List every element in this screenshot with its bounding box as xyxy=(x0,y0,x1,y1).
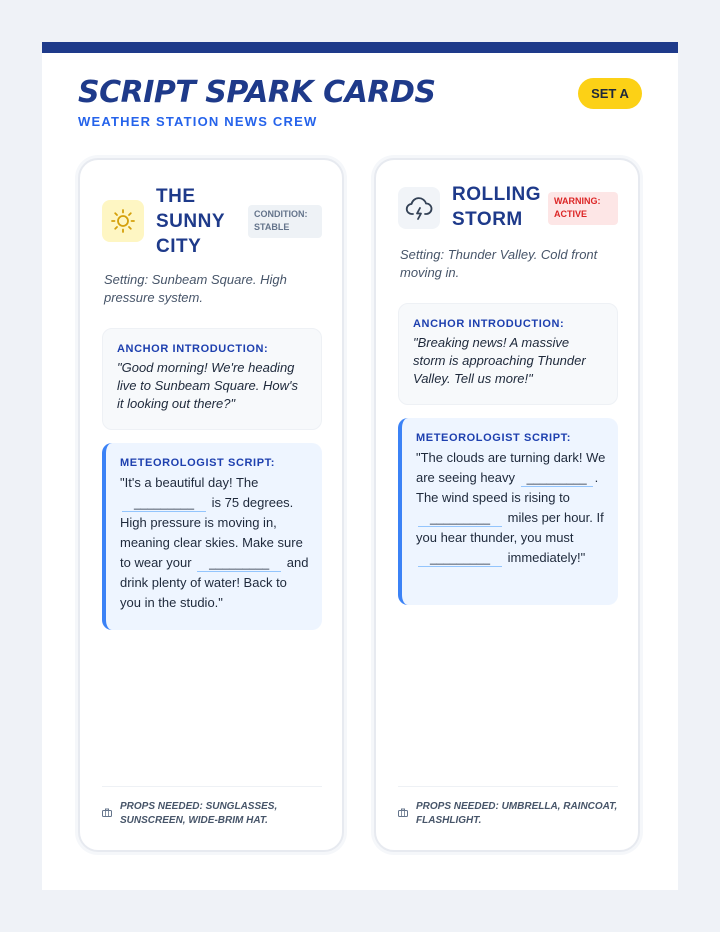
props-needed-text: PROPS NEEDED: UMBRELLA, RAINCOAT, FLASHLIGHT. xyxy=(416,801,618,826)
condition-badge-label: CONDITION: xyxy=(254,209,308,219)
anchor-text: "Good morning! We're heading live to Sunbeam Square. How's it looking out there?" xyxy=(117,360,298,411)
sun-icon xyxy=(102,200,144,242)
anchor-introduction-box xyxy=(102,328,322,430)
warning-badge-label: WARNING: xyxy=(554,196,601,206)
header-accent-bar xyxy=(42,42,678,53)
card-title-line: SUNNY xyxy=(156,211,226,232)
script-segment: . The wind speed is rising to xyxy=(416,470,599,505)
briefcase-icon xyxy=(102,808,112,817)
meteorologist-script-box xyxy=(398,418,618,605)
condition-badge-value: STABLE xyxy=(254,222,290,232)
meteorologist-script-box xyxy=(102,443,322,630)
meteorologist-label: METEOROLOGIST SCRIPT: xyxy=(120,457,275,469)
card-title xyxy=(156,184,250,259)
storm-cloud-icon xyxy=(398,187,440,229)
card-title-line: CITY xyxy=(156,236,202,257)
props-row xyxy=(398,800,620,828)
card-title-line: STORM xyxy=(452,209,523,230)
card-title xyxy=(452,182,562,232)
blank-input-gear[interactable] xyxy=(197,555,281,572)
script-segment: "The clouds are turning dark! We are seeing heavy xyxy=(416,450,606,485)
script-segment: immediately!" xyxy=(507,550,586,565)
condition-badge xyxy=(248,205,322,238)
card-title-line: THE xyxy=(156,186,196,207)
props-needed-text: PROPS NEEDED: SUNGLASSES, SUNSCREEN, WIDE-BRIM HAT. xyxy=(120,801,278,826)
card-rolling-storm xyxy=(374,158,640,852)
warning-badge-value: ACTIVE xyxy=(554,209,588,219)
anchor-label: ANCHOR INTRODUCTION: xyxy=(413,318,565,330)
blank-input-wind-speed[interactable] xyxy=(418,510,502,527)
warning-badge xyxy=(548,192,618,225)
script-segment: "It's a beautiful day! The xyxy=(120,475,259,490)
briefcase-icon xyxy=(398,808,408,817)
meteorologist-script-text xyxy=(416,448,606,568)
props-row xyxy=(102,800,324,828)
props-divider xyxy=(102,786,322,787)
anchor-introduction-box xyxy=(398,303,618,405)
anchor-text: "Breaking news! A massive storm is approaching Thunder Valley. Tell us more!" xyxy=(413,335,586,386)
worksheet-page xyxy=(42,42,678,890)
setting-text: Setting: Thunder Valley. Cold front moving in. xyxy=(400,247,598,280)
props-divider xyxy=(398,786,618,787)
blank-input-weather[interactable] xyxy=(122,495,206,512)
page-subtitle: WEATHER STATION NEWS CREW xyxy=(78,114,318,129)
page-title: SCRIPT SPARK CARDS xyxy=(78,75,436,110)
set-badge[interactable]: SET A xyxy=(578,78,642,109)
script-segment: is 75 degrees. High pressure is moving in, meaning clear skies. Make sure to wear your xyxy=(120,495,303,570)
script-segment: miles per hour. If you hear thunder, you must xyxy=(416,510,604,545)
card-title-line: ROLLING xyxy=(452,184,541,205)
meteorologist-script-text xyxy=(120,473,310,613)
card-sunny-city xyxy=(78,158,344,852)
blank-input-action[interactable] xyxy=(418,550,502,567)
setting-text: Setting: Sunbeam Square. High pressure system. xyxy=(104,272,287,305)
blank-input-precipitation[interactable] xyxy=(521,470,593,487)
anchor-label: ANCHOR INTRODUCTION: xyxy=(117,343,269,355)
script-segment: and drink plenty of water! Back to you in the studio." xyxy=(120,555,309,610)
meteorologist-label: METEOROLOGIST SCRIPT: xyxy=(416,432,571,444)
